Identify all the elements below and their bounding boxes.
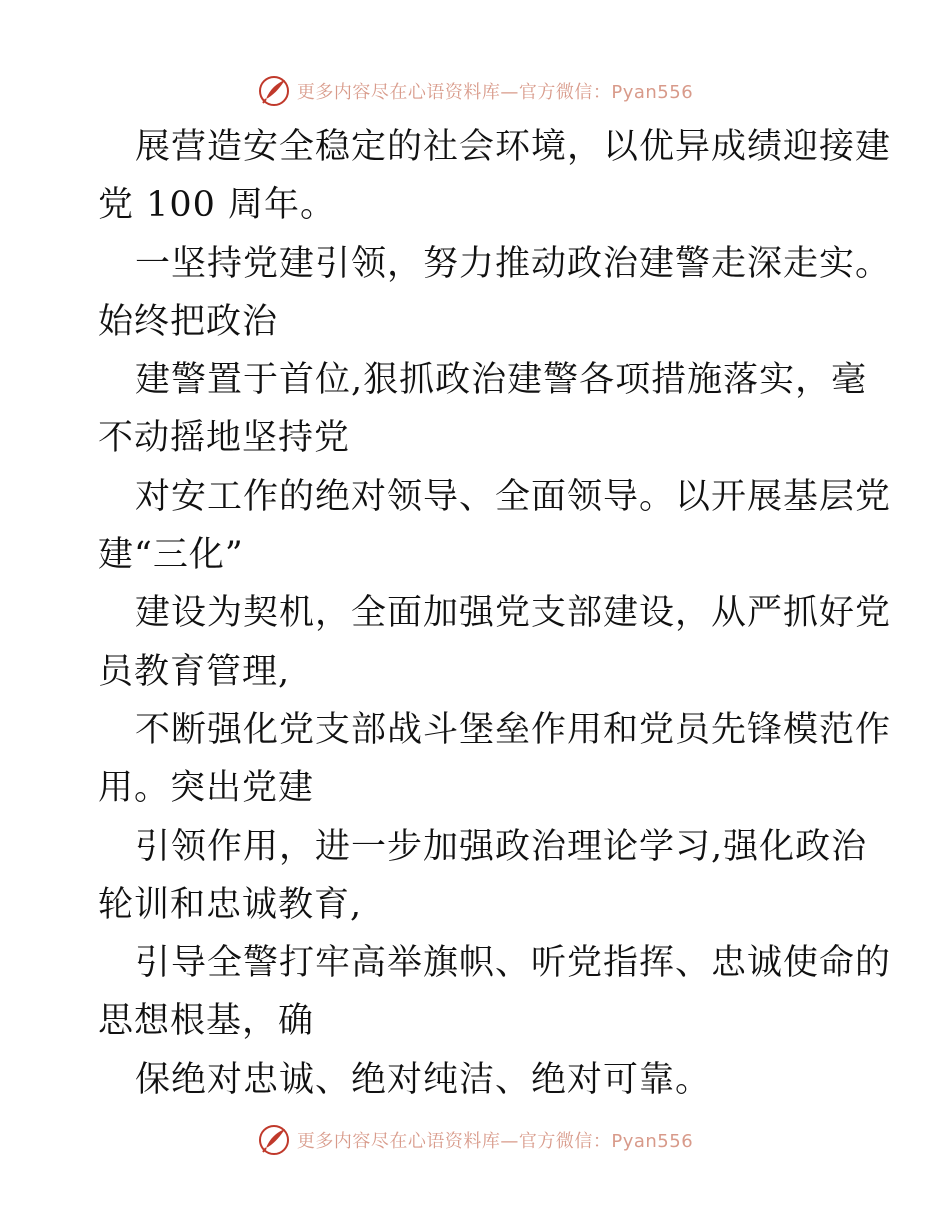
paragraph-line: 一坚持党建引领，努力推动政治建警走深走实。 (135, 243, 892, 284)
paragraph-line: 建设为契机，全面加强党支部建设，从严抓好党 (135, 593, 892, 634)
feather-pen-seal-icon (257, 74, 291, 108)
footer-watermark (0, 1120, 950, 1160)
paragraph-line: 用。突出党建 (98, 768, 315, 809)
paragraph-line: 保绝对忠诚、绝对纯洁、绝对可靠。 (135, 1059, 712, 1100)
paragraph-line: 员教育管理, (98, 651, 291, 692)
paragraph-line: 不动摇地坚持党 (98, 418, 351, 459)
feather-pen-seal-icon (257, 1123, 291, 1157)
paragraph-line: 始终把政治 (98, 301, 279, 342)
paragraph-line: 轮训和忠诚教育, (98, 884, 363, 925)
paragraph-line: 党 100 周年。 (98, 185, 337, 226)
paragraph-line: 建警置于首位,狠抓政治建警各项措施落实，毫 (135, 360, 868, 401)
document-body (98, 118, 892, 1109)
paragraph-line: 思想根基，确 (98, 1001, 315, 1042)
paragraph-line: 不断强化党支部战斗堡垒作用和党员先锋模范作 (135, 709, 892, 750)
header-watermark (0, 71, 950, 111)
paragraph-line: 展营造安全稳定的社会环境，以优异成绩迎接建 (135, 127, 892, 167)
paragraph-line: 引领作用，进一步加强政治理论学习,强化政治 (135, 826, 868, 867)
watermark-text: 更多内容尽在心语资料库—官方微信：Pyan556 (296, 82, 694, 103)
paragraph-line: 引导全警打牢高举旗帜、听党指挥、忠诚使命的 (135, 943, 892, 984)
watermark-text: 更多内容尽在心语资料库—官方微信：Pyan556 (296, 1131, 694, 1152)
paragraph-line: 建“三化” (98, 535, 244, 576)
paragraph-line: 对安工作的绝对领导、全面领导。以开展基层党 (135, 476, 892, 517)
